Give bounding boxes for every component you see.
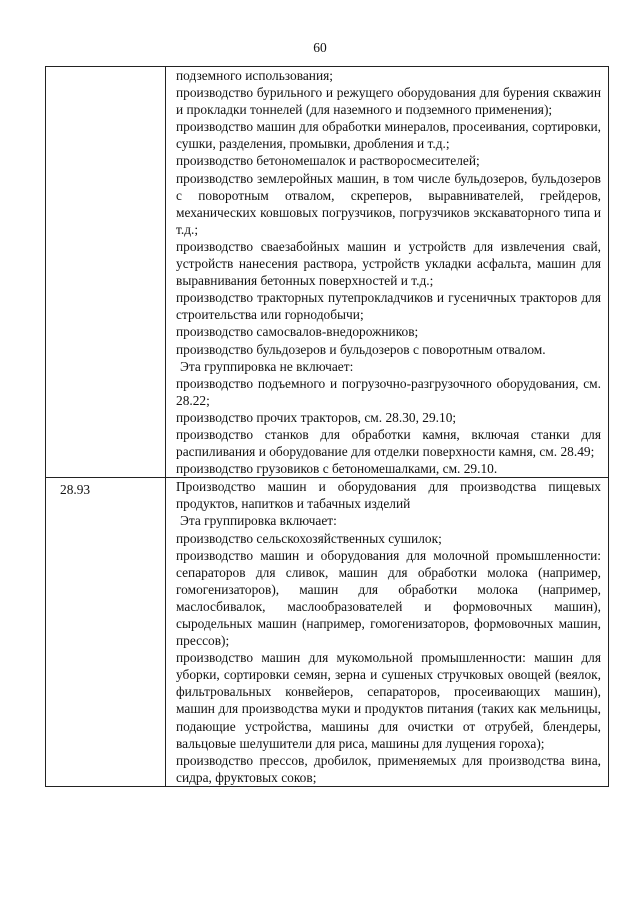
- table-row: [46, 478, 609, 787]
- paragraph: производство тракторных путепрокладчиков и гусеничных тракторов для строительства или горнодобычи;: [176, 290, 601, 323]
- paragraph: производство бетономешалок и растворосмесителей;: [176, 153, 480, 169]
- paragraph: подземного использования;: [176, 68, 334, 83]
- paragraph: производство самосвалов-внедорожников;: [176, 324, 419, 340]
- paragraph: производство машин для обработки минералов, просеивания, сортировки, сушки, разделения, промывки, дробления и т.д.;: [176, 119, 601, 152]
- paragraph: производство сваезабойных машин и устройств для извлечения свай, устройств нанесения раствора, устройств укладки асфальта, машин для выравнивания бетонных поверхностей и т.д.;: [176, 238, 601, 289]
- paragraph: производство подъемного и погрузочно-разгрузочного оборудования, см. 28.22;: [176, 375, 601, 408]
- paragraph: производство станков для обработки камня, включая станки для распиливания и оборудование для отделки поверхности камня, см. 28.49;: [176, 426, 601, 460]
- paragraph: производство прочих тракторов, см. 28.30, 29.10;: [176, 409, 457, 425]
- classification-table: [45, 66, 609, 787]
- table-row: [46, 67, 609, 478]
- section-title: Производство машин и оборудования для производства пищевых продуктов, напитков и табачных изделий: [176, 479, 601, 512]
- paragraph: производство прессов, дробилок, применяемых для производства вина, сидра, фруктовых соков;: [176, 752, 601, 785]
- description-cell: [166, 478, 609, 787]
- exclusion-heading: Эта группировка не включает:: [180, 358, 354, 374]
- inclusion-heading: Эта группировка включает:: [180, 513, 337, 529]
- code-cell: [46, 67, 166, 478]
- paragraph: производство машин для мукомольной промышленности: машин для уборки, сортировки семян, зерна и сушеных стручковых овощей (веялок, фильтровальных конвейеров, сепараторов, просеивающих машин), машин для производства муки и продуктов питания (таких как мельницы, подающие устройства, машины для очистки от отрубей, блендеры, вальцовые шелушители для риса, машины для лущения гороха);: [176, 650, 601, 751]
- paragraph: производство бульдозеров и бульдозеров с поворотным отвалом.: [176, 341, 546, 357]
- page-number: 60: [313, 40, 327, 55]
- paragraph: производство сельскохозяйственных сушилок;: [176, 530, 442, 546]
- paragraph: производство бурильного и режущего оборудования для бурения скважин и прокладки тоннелей (для наземного и подземного применения);: [176, 85, 601, 118]
- description-cell: [166, 67, 609, 478]
- paragraph: производство грузовиков с бетономешалками, см. 29.10.: [176, 461, 498, 477]
- paragraph: производство землеройных машин, в том числе бульдозеров, бульдозеров с поворотным отвалом, скреперов, выравнивателей, грейдеров, механических ковшовых погрузчиков, погрузчиков экскаваторного типа и т.д.;: [176, 170, 601, 237]
- code-cell: 28.93: [46, 478, 166, 787]
- paragraph: производство машин и оборудования для молочной промышленности: сепараторов для сливок, машин для обработки молока (например, гомогенизаторов), машин для обработки молока (например, маслосбивалок, маслообразователей и формовочных машин), сыродельных машин (например, гомогенизаторов, формовочных машин, прессов);: [176, 547, 601, 649]
